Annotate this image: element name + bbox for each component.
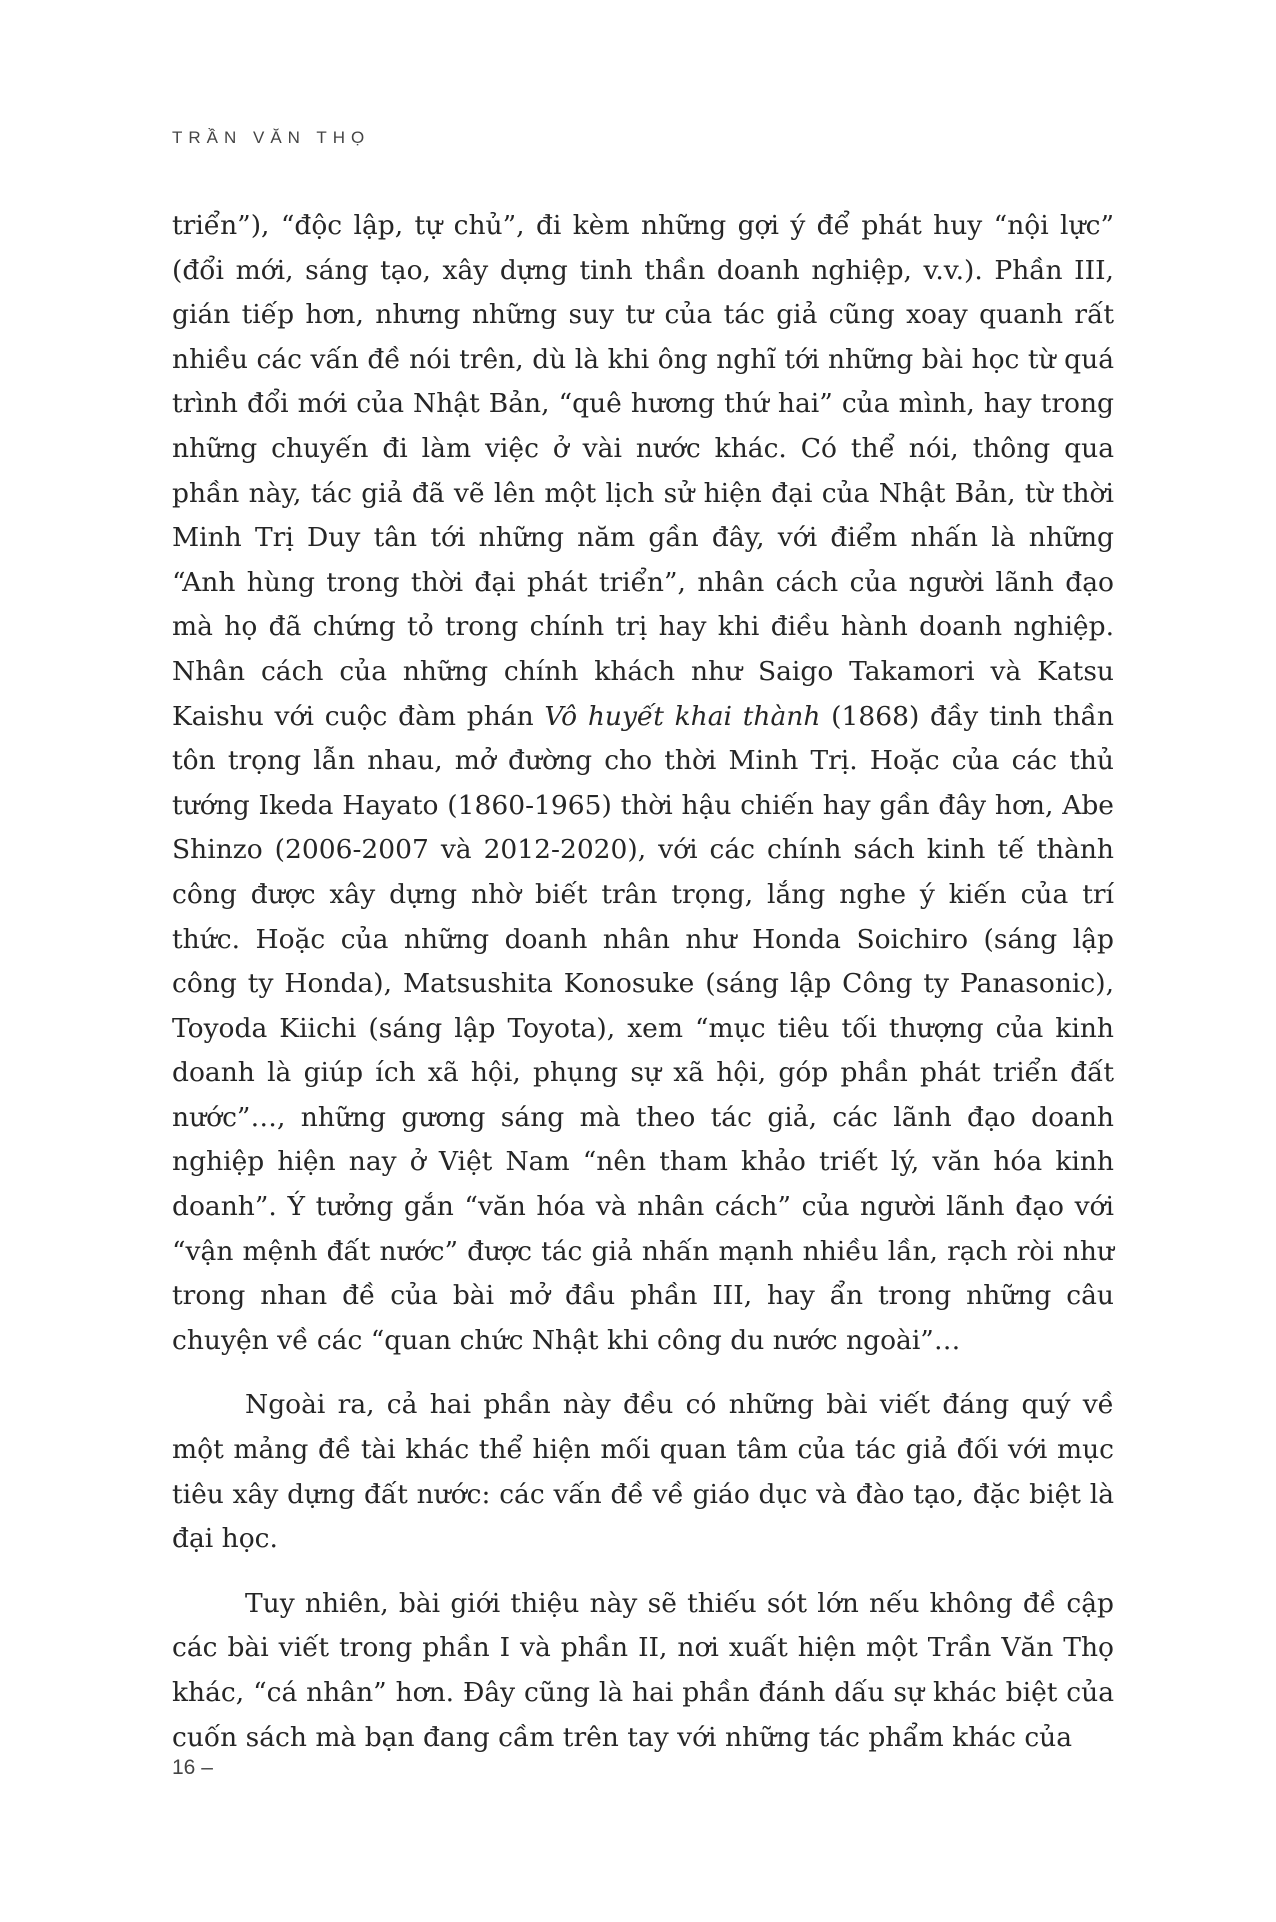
body-text xyxy=(172,204,1114,1760)
paragraph-text: (1868) đầy tinh thần tôn trọng lẫn nhau, mở đường cho thời Minh Trị. Hoặc của các thủ tướng Ikeda Hayato (1860-1965) thời hậu chiến hay gần đây hơn, Abe Shinzo (2006-2007 và 2012-2020), với các chính sách kinh tế thành công được xây dựng nhờ biết trân trọng, lắng nghe ý kiến của trí thức. Hoặc của những doanh nhân như Honda Soichiro (sáng lập công ty Honda), Matsushita Konosuke (sáng lập Công ty Panasonic), Toyoda Kiichi (sáng lập Toyota), xem “mục tiêu tối thượng của kinh doanh là giúp ích xã hội, phụng sự xã hội, góp phần phát triển đất nước”…, những gương sáng mà theo tác giả, các lãnh đạo doanh nghiệp hiện nay ở Việt Nam “nên tham khảo triết lý, văn hóa kinh doanh”. Ý tưởng gắn “văn hóa và nhân cách” của người lãnh đạo với “vận mệnh đất nước” được tác giả nhấn mạnh nhiều lần, rạch ròi như trong nhan đề của bài mở đầu phần III, hay ẩn trong những câu chuyện về các “quan chức Nhật khi công du nước ngoài”… xyxy=(172,700,1114,1356)
paragraph-text: triển”), “độc lập, tự chủ”, đi kèm những gợi ý để phát huy “nội lực” (đổi mới, sáng tạo, xây dựng tinh thần doanh nghiệp, v.v.). Phần III, gián tiếp hơn, nhưng những suy tư của tác giả cũng xoay quanh rất nhiều các vấn đề nói trên, dù là khi ông nghĩ tới những bài học từ quá trình đổi mới của Nhật Bản, “quê hương thứ hai” của mình, hay trong những chuyến đi làm việc ở vài nước khác. Có thể nói, thông qua phần này, tác giả đã vẽ lên một lịch sử hiện đại của Nhật Bản, từ thời Minh Trị Duy tân tới những năm gần đây, với điểm nhấn là những “Anh hùng trong thời đại phát triển”, nhân cách của người lãnh đạo mà họ đã chứng tỏ trong chính trị hay khi điều hành doanh nghiệp. Nhân cách của những chính khách như Saigo Takamori và Katsu Kaishu với cuộc đàm phán xyxy=(172,210,1114,732)
paragraph-education: Ngoài ra, cả hai phần này đều có những bài viết đáng quý về một mảng đề tài khác thể hiện mối quan tâm của tác giả đối với mục tiêu xây dựng đất nước: các vấn đề về giáo dục và đào tạo, đặc biệt là đại học. xyxy=(172,1389,1114,1555)
paragraph-introduction: Tuy nhiên, bài giới thiệu này sẽ thiếu sót lớn nếu không đề cập các bài viết trong phần I và phần II, nơi xuất hiện một Trần Văn Thọ khác, “cá nhân” hơn. Đây cũng là hai phần đánh dấu sự khác biệt của cuốn sách mà bạn đang cầm trên tay với những tác phẩm khác của xyxy=(172,1587,1114,1753)
running-head: TRẦN VĂN THỌ xyxy=(172,128,371,147)
book-title-italic: Vô huyết khai thành xyxy=(544,700,821,732)
page-number: 16 – xyxy=(172,1756,213,1779)
paragraph-continued xyxy=(172,204,1114,1363)
